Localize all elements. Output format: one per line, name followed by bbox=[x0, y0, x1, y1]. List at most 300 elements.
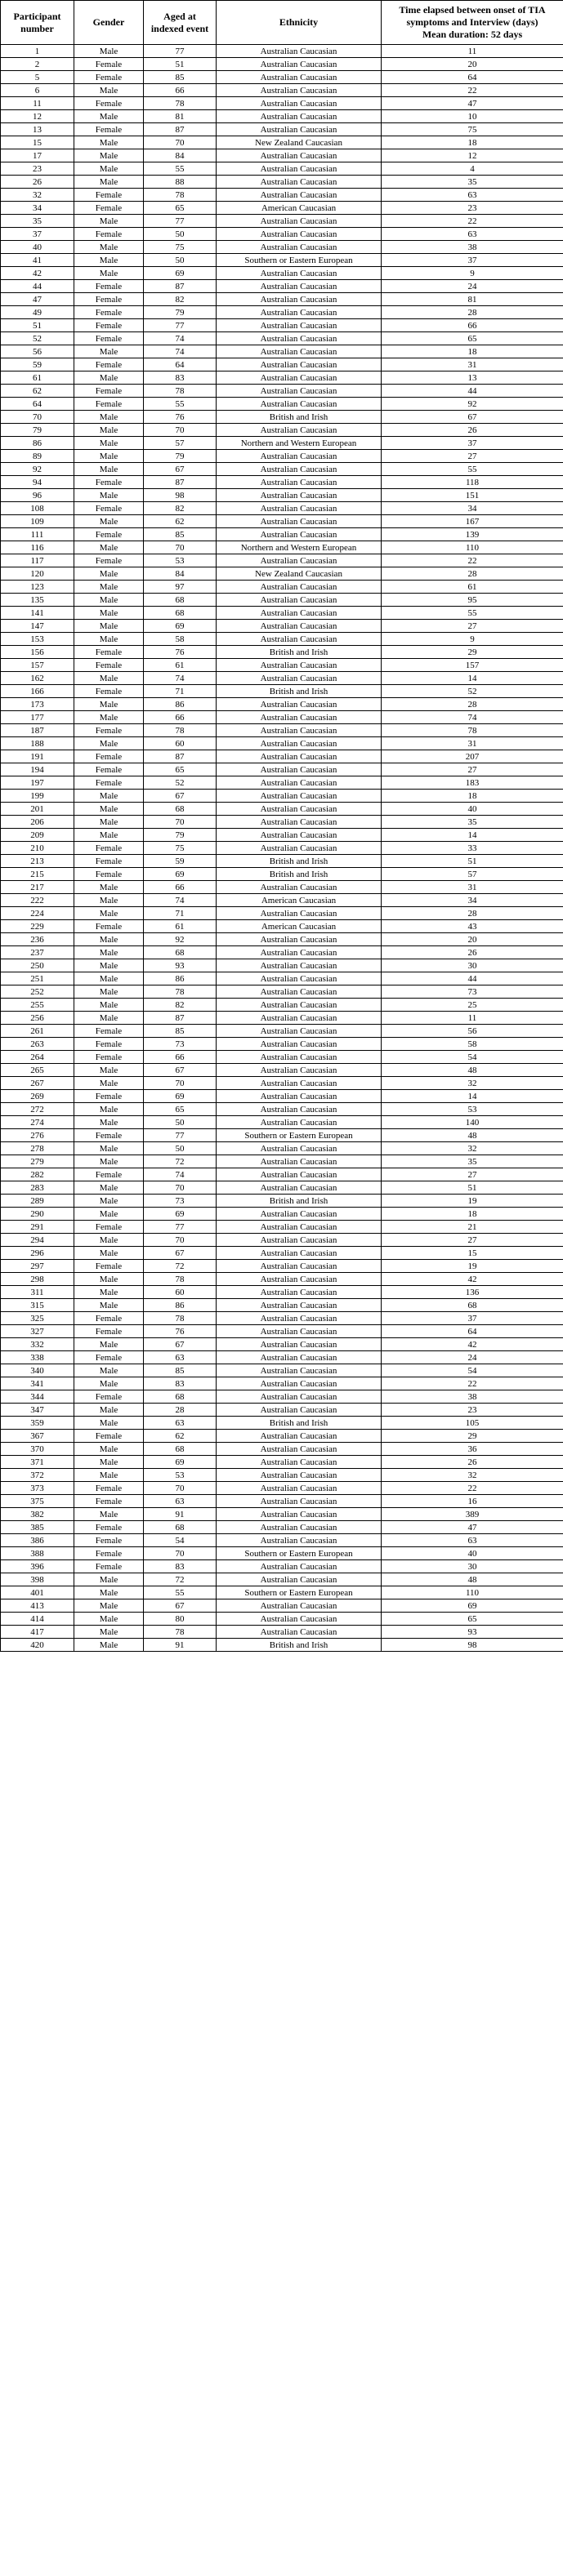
table-row bbox=[1, 215, 563, 228]
participant-number-cell: 279 bbox=[1, 1155, 74, 1168]
gender-cell: Female bbox=[74, 1090, 144, 1103]
time-elapsed-cell: 37 bbox=[382, 254, 563, 267]
ethnicity-cell: British and Irish bbox=[217, 685, 382, 698]
time-elapsed-cell: 18 bbox=[382, 790, 563, 803]
table-row bbox=[1, 149, 563, 162]
gender-cell: Male bbox=[74, 790, 144, 803]
ethnicity-cell: Australian Caucasian bbox=[217, 1155, 382, 1168]
age-cell: 86 bbox=[144, 972, 217, 985]
ethnicity-cell: Australian Caucasian bbox=[217, 345, 382, 358]
table-row bbox=[1, 1195, 563, 1208]
participant-number-cell: 23 bbox=[1, 162, 74, 176]
ethnicity-cell: Australian Caucasian bbox=[217, 1181, 382, 1195]
table-row bbox=[1, 411, 563, 424]
participant-number-cell: 117 bbox=[1, 554, 74, 567]
age-cell: 84 bbox=[144, 149, 217, 162]
participant-number-cell: 338 bbox=[1, 1351, 74, 1364]
table-row bbox=[1, 1508, 563, 1521]
gender-cell: Male bbox=[74, 463, 144, 476]
table-row bbox=[1, 750, 563, 763]
time-elapsed-cell: 22 bbox=[382, 1377, 563, 1390]
table-row bbox=[1, 816, 563, 829]
time-elapsed-cell: 23 bbox=[382, 1404, 563, 1417]
table-row bbox=[1, 894, 563, 907]
ethnicity-cell: Australian Caucasian bbox=[217, 489, 382, 502]
ethnicity-cell: Australian Caucasian bbox=[217, 1025, 382, 1038]
participant-number-cell: 291 bbox=[1, 1221, 74, 1234]
ethnicity-cell: Australian Caucasian bbox=[217, 280, 382, 293]
participant-number-cell: 315 bbox=[1, 1299, 74, 1312]
ethnicity-cell: Australian Caucasian bbox=[217, 1247, 382, 1260]
participant-number-cell: 373 bbox=[1, 1482, 74, 1495]
table-row bbox=[1, 1521, 563, 1534]
ethnicity-cell: Australian Caucasian bbox=[217, 959, 382, 972]
ethnicity-cell: Australian Caucasian bbox=[217, 45, 382, 58]
gender-cell: Male bbox=[74, 176, 144, 189]
age-cell: 50 bbox=[144, 228, 217, 241]
age-cell: 78 bbox=[144, 1626, 217, 1639]
ethnicity-cell: Australian Caucasian bbox=[217, 215, 382, 228]
table-row bbox=[1, 515, 563, 528]
age-cell: 87 bbox=[144, 123, 217, 136]
participant-number-cell: 197 bbox=[1, 776, 74, 790]
participant-number-cell: 201 bbox=[1, 803, 74, 816]
participant-number-cell: 199 bbox=[1, 790, 74, 803]
ethnicity-cell: Australian Caucasian bbox=[217, 750, 382, 763]
gender-cell: Male bbox=[74, 345, 144, 358]
table-row bbox=[1, 1351, 563, 1364]
table-row bbox=[1, 776, 563, 790]
ethnicity-cell: Australian Caucasian bbox=[217, 1599, 382, 1613]
time-elapsed-cell: 68 bbox=[382, 1299, 563, 1312]
participant-number-cell: 5 bbox=[1, 71, 74, 84]
gender-cell: Male bbox=[74, 149, 144, 162]
age-cell: 54 bbox=[144, 1534, 217, 1547]
table-row bbox=[1, 293, 563, 306]
time-elapsed-cell: 38 bbox=[382, 241, 563, 254]
participant-number-cell: 156 bbox=[1, 646, 74, 659]
ethnicity-cell: Australian Caucasian bbox=[217, 319, 382, 332]
table-row bbox=[1, 1077, 563, 1090]
time-elapsed-cell: 207 bbox=[382, 750, 563, 763]
age-cell: 74 bbox=[144, 345, 217, 358]
time-elapsed-cell: 14 bbox=[382, 672, 563, 685]
age-cell: 82 bbox=[144, 999, 217, 1012]
gender-cell: Female bbox=[74, 358, 144, 371]
ethnicity-cell: Australian Caucasian bbox=[217, 241, 382, 254]
table-row bbox=[1, 398, 563, 411]
ethnicity-cell: Australian Caucasian bbox=[217, 594, 382, 607]
participant-number-cell: 371 bbox=[1, 1456, 74, 1469]
gender-cell: Male bbox=[74, 711, 144, 724]
participant-number-cell: 210 bbox=[1, 842, 74, 855]
table-row bbox=[1, 711, 563, 724]
time-elapsed-cell: 167 bbox=[382, 515, 563, 528]
ethnicity-cell: Australian Caucasian bbox=[217, 162, 382, 176]
table-row bbox=[1, 1626, 563, 1639]
gender-cell: Male bbox=[74, 215, 144, 228]
gender-cell: Female bbox=[74, 97, 144, 110]
participant-number-cell: 61 bbox=[1, 371, 74, 385]
table-row bbox=[1, 920, 563, 933]
table-row bbox=[1, 737, 563, 750]
gender-cell: Male bbox=[74, 1573, 144, 1586]
participant-number-cell: 413 bbox=[1, 1599, 74, 1613]
gender-cell: Female bbox=[74, 554, 144, 567]
age-cell: 98 bbox=[144, 489, 217, 502]
participant-number-cell: 388 bbox=[1, 1547, 74, 1560]
gender-cell: Female bbox=[74, 398, 144, 411]
time-elapsed-cell: 61 bbox=[382, 581, 563, 594]
gender-cell: Male bbox=[74, 633, 144, 646]
gender-cell: Female bbox=[74, 855, 144, 868]
age-cell: 73 bbox=[144, 1038, 217, 1051]
gender-cell: Male bbox=[74, 933, 144, 946]
gender-cell: Male bbox=[74, 1443, 144, 1456]
ethnicity-cell: Australian Caucasian bbox=[217, 1482, 382, 1495]
time-elapsed-cell: 35 bbox=[382, 816, 563, 829]
age-cell: 68 bbox=[144, 1521, 217, 1534]
age-cell: 70 bbox=[144, 136, 217, 149]
age-cell: 74 bbox=[144, 332, 217, 345]
participant-number-cell: 111 bbox=[1, 528, 74, 541]
header-row bbox=[1, 1, 563, 45]
age-cell: 67 bbox=[144, 1064, 217, 1077]
age-cell: 78 bbox=[144, 724, 217, 737]
age-cell: 72 bbox=[144, 1573, 217, 1586]
age-cell: 68 bbox=[144, 1443, 217, 1456]
age-cell: 50 bbox=[144, 1116, 217, 1129]
participant-number-cell: 92 bbox=[1, 463, 74, 476]
participant-number-cell: 347 bbox=[1, 1404, 74, 1417]
time-elapsed-cell: 48 bbox=[382, 1129, 563, 1142]
table-row bbox=[1, 842, 563, 855]
time-elapsed-cell: 73 bbox=[382, 985, 563, 999]
age-cell: 70 bbox=[144, 1234, 217, 1247]
participant-number-cell: 64 bbox=[1, 398, 74, 411]
ethnicity-cell: Australian Caucasian bbox=[217, 84, 382, 97]
time-elapsed-cell: 78 bbox=[382, 724, 563, 737]
ethnicity-cell: Australian Caucasian bbox=[217, 267, 382, 280]
table-row bbox=[1, 1456, 563, 1469]
age-cell: 68 bbox=[144, 594, 217, 607]
time-elapsed-cell: 27 bbox=[382, 450, 563, 463]
table-row bbox=[1, 1090, 563, 1103]
participant-number-cell: 188 bbox=[1, 737, 74, 750]
time-elapsed-cell: 139 bbox=[382, 528, 563, 541]
ethnicity-cell: Southern or Eastern European bbox=[217, 1547, 382, 1560]
participant-number-cell: 52 bbox=[1, 332, 74, 345]
ethnicity-cell: Australian Caucasian bbox=[217, 358, 382, 371]
age-cell: 50 bbox=[144, 1142, 217, 1155]
participant-number-cell: 401 bbox=[1, 1586, 74, 1599]
gender-cell: Female bbox=[74, 750, 144, 763]
ethnicity-cell: Australian Caucasian bbox=[217, 907, 382, 920]
participant-number-cell: 62 bbox=[1, 385, 74, 398]
time-elapsed-cell: 48 bbox=[382, 1064, 563, 1077]
age-cell: 53 bbox=[144, 554, 217, 567]
time-elapsed-cell: 42 bbox=[382, 1338, 563, 1351]
age-cell: 63 bbox=[144, 1495, 217, 1508]
gender-cell: Male bbox=[74, 1469, 144, 1482]
gender-cell: Male bbox=[74, 972, 144, 985]
participant-number-cell: 86 bbox=[1, 437, 74, 450]
gender-cell: Male bbox=[74, 1586, 144, 1599]
age-cell: 71 bbox=[144, 685, 217, 698]
ethnicity-cell: Australian Caucasian bbox=[217, 502, 382, 515]
gender-cell: Male bbox=[74, 607, 144, 620]
ethnicity-cell: Australian Caucasian bbox=[217, 528, 382, 541]
time-elapsed-cell: 26 bbox=[382, 424, 563, 437]
gender-cell: Male bbox=[74, 241, 144, 254]
table-row bbox=[1, 1012, 563, 1025]
gender-cell: Female bbox=[74, 332, 144, 345]
time-elapsed-cell: 11 bbox=[382, 1012, 563, 1025]
table-row bbox=[1, 1181, 563, 1195]
age-cell: 83 bbox=[144, 371, 217, 385]
gender-cell: Male bbox=[74, 267, 144, 280]
table-row bbox=[1, 1234, 563, 1247]
participant-number-cell: 222 bbox=[1, 894, 74, 907]
age-cell: 78 bbox=[144, 97, 217, 110]
table-row bbox=[1, 1129, 563, 1142]
age-cell: 68 bbox=[144, 607, 217, 620]
participant-number-cell: 215 bbox=[1, 868, 74, 881]
time-elapsed-cell: 51 bbox=[382, 855, 563, 868]
participant-number-cell: 162 bbox=[1, 672, 74, 685]
age-cell: 77 bbox=[144, 215, 217, 228]
gender-cell: Male bbox=[74, 1286, 144, 1299]
ethnicity-cell: Australian Caucasian bbox=[217, 672, 382, 685]
ethnicity-cell: Australian Caucasian bbox=[217, 306, 382, 319]
table-row bbox=[1, 1573, 563, 1586]
header-gender: Gender bbox=[74, 1, 144, 45]
ethnicity-cell: Australian Caucasian bbox=[217, 463, 382, 476]
table-row bbox=[1, 803, 563, 816]
gender-cell: Male bbox=[74, 1626, 144, 1639]
age-cell: 62 bbox=[144, 515, 217, 528]
gender-cell: Female bbox=[74, 1482, 144, 1495]
time-elapsed-cell: 66 bbox=[382, 319, 563, 332]
ethnicity-cell: Australian Caucasian bbox=[217, 803, 382, 816]
ethnicity-cell: Australian Caucasian bbox=[217, 972, 382, 985]
participant-number-cell: 11 bbox=[1, 97, 74, 110]
gender-cell: Male bbox=[74, 620, 144, 633]
ethnicity-cell: Australian Caucasian bbox=[217, 228, 382, 241]
table-row bbox=[1, 1390, 563, 1404]
gender-cell: Male bbox=[74, 1142, 144, 1155]
participant-number-cell: 120 bbox=[1, 567, 74, 581]
age-cell: 76 bbox=[144, 1325, 217, 1338]
table-row bbox=[1, 1116, 563, 1129]
age-cell: 65 bbox=[144, 202, 217, 215]
age-cell: 82 bbox=[144, 293, 217, 306]
participant-number-cell: 12 bbox=[1, 110, 74, 123]
ethnicity-cell: Australian Caucasian bbox=[217, 1508, 382, 1521]
time-elapsed-cell: 55 bbox=[382, 607, 563, 620]
ethnicity-cell: Australian Caucasian bbox=[217, 1521, 382, 1534]
time-elapsed-cell: 32 bbox=[382, 1469, 563, 1482]
participant-number-cell: 89 bbox=[1, 450, 74, 463]
participant-number-cell: 141 bbox=[1, 607, 74, 620]
age-cell: 74 bbox=[144, 1168, 217, 1181]
table-row bbox=[1, 1495, 563, 1508]
header-participant-number: Participant number bbox=[1, 1, 74, 45]
age-cell: 53 bbox=[144, 1469, 217, 1482]
table-row bbox=[1, 1639, 563, 1652]
participant-number-cell: 217 bbox=[1, 881, 74, 894]
age-cell: 55 bbox=[144, 398, 217, 411]
time-elapsed-cell: 29 bbox=[382, 1430, 563, 1443]
age-cell: 69 bbox=[144, 1090, 217, 1103]
participant-number-cell: 278 bbox=[1, 1142, 74, 1155]
participant-number-cell: 325 bbox=[1, 1312, 74, 1325]
time-elapsed-cell: 28 bbox=[382, 907, 563, 920]
time-elapsed-cell: 18 bbox=[382, 345, 563, 358]
table-row bbox=[1, 371, 563, 385]
participant-number-cell: 94 bbox=[1, 476, 74, 489]
participant-number-cell: 229 bbox=[1, 920, 74, 933]
ethnicity-cell: Southern or Eastern European bbox=[217, 1129, 382, 1142]
age-cell: 55 bbox=[144, 162, 217, 176]
gender-cell: Female bbox=[74, 763, 144, 776]
gender-cell: Female bbox=[74, 1221, 144, 1234]
table-row bbox=[1, 45, 563, 58]
ethnicity-cell: British and Irish bbox=[217, 646, 382, 659]
ethnicity-cell: Northern and Western European bbox=[217, 541, 382, 554]
ethnicity-cell: Australian Caucasian bbox=[217, 554, 382, 567]
gender-cell: Female bbox=[74, 528, 144, 541]
time-elapsed-cell: 54 bbox=[382, 1051, 563, 1064]
table-row bbox=[1, 607, 563, 620]
gender-cell: Male bbox=[74, 45, 144, 58]
age-cell: 79 bbox=[144, 829, 217, 842]
table-row bbox=[1, 528, 563, 541]
age-cell: 85 bbox=[144, 1364, 217, 1377]
table-row bbox=[1, 1312, 563, 1325]
table-row bbox=[1, 1142, 563, 1155]
participant-number-cell: 13 bbox=[1, 123, 74, 136]
age-cell: 78 bbox=[144, 189, 217, 202]
participant-number-cell: 385 bbox=[1, 1521, 74, 1534]
time-elapsed-cell: 93 bbox=[382, 1626, 563, 1639]
ethnicity-cell: Australian Caucasian bbox=[217, 1560, 382, 1573]
age-cell: 84 bbox=[144, 567, 217, 581]
ethnicity-cell: Australian Caucasian bbox=[217, 985, 382, 999]
table-row bbox=[1, 1221, 563, 1234]
age-cell: 67 bbox=[144, 1247, 217, 1260]
age-cell: 80 bbox=[144, 1613, 217, 1626]
time-elapsed-cell: 24 bbox=[382, 1351, 563, 1364]
time-elapsed-cell: 35 bbox=[382, 176, 563, 189]
age-cell: 93 bbox=[144, 959, 217, 972]
table-row bbox=[1, 1273, 563, 1286]
ethnicity-cell: Southern or Eastern European bbox=[217, 1586, 382, 1599]
time-elapsed-cell: 47 bbox=[382, 97, 563, 110]
ethnicity-cell: Australian Caucasian bbox=[217, 515, 382, 528]
table-row bbox=[1, 228, 563, 241]
gender-cell: Female bbox=[74, 646, 144, 659]
table-row bbox=[1, 1025, 563, 1038]
gender-cell: Male bbox=[74, 1456, 144, 1469]
time-elapsed-cell: 28 bbox=[382, 698, 563, 711]
ethnicity-cell: Australian Caucasian bbox=[217, 1051, 382, 1064]
table-row bbox=[1, 1364, 563, 1377]
gender-cell: Female bbox=[74, 1521, 144, 1534]
age-cell: 70 bbox=[144, 1077, 217, 1090]
table-row bbox=[1, 907, 563, 920]
gender-cell: Male bbox=[74, 829, 144, 842]
ethnicity-cell: Australian Caucasian bbox=[217, 371, 382, 385]
time-elapsed-cell: 31 bbox=[382, 881, 563, 894]
table-row bbox=[1, 1208, 563, 1221]
time-elapsed-cell: 157 bbox=[382, 659, 563, 672]
ethnicity-cell: Australian Caucasian bbox=[217, 97, 382, 110]
participant-number-cell: 153 bbox=[1, 633, 74, 646]
gender-cell: Male bbox=[74, 1064, 144, 1077]
ethnicity-cell: Australian Caucasian bbox=[217, 1469, 382, 1482]
ethnicity-cell: Australian Caucasian bbox=[217, 1613, 382, 1626]
participant-number-cell: 264 bbox=[1, 1051, 74, 1064]
table-row bbox=[1, 1534, 563, 1547]
age-cell: 78 bbox=[144, 385, 217, 398]
age-cell: 78 bbox=[144, 1312, 217, 1325]
table-row bbox=[1, 554, 563, 567]
participant-number-cell: 166 bbox=[1, 685, 74, 698]
participant-number-cell: 372 bbox=[1, 1469, 74, 1482]
ethnicity-cell: Australian Caucasian bbox=[217, 1234, 382, 1247]
participant-number-cell: 123 bbox=[1, 581, 74, 594]
age-cell: 72 bbox=[144, 1260, 217, 1273]
participant-number-cell: 289 bbox=[1, 1195, 74, 1208]
participant-number-cell: 1 bbox=[1, 45, 74, 58]
gender-cell: Male bbox=[74, 1613, 144, 1626]
time-elapsed-cell: 23 bbox=[382, 202, 563, 215]
participant-number-cell: 359 bbox=[1, 1417, 74, 1430]
ethnicity-cell: Australian Caucasian bbox=[217, 946, 382, 959]
table-row bbox=[1, 1103, 563, 1116]
table-row bbox=[1, 594, 563, 607]
time-elapsed-cell: 140 bbox=[382, 1116, 563, 1129]
gender-cell: Female bbox=[74, 1038, 144, 1051]
gender-cell: Female bbox=[74, 1351, 144, 1364]
participant-number-cell: 294 bbox=[1, 1234, 74, 1247]
ethnicity-cell: Australian Caucasian bbox=[217, 1626, 382, 1639]
ethnicity-cell: Australian Caucasian bbox=[217, 1273, 382, 1286]
time-elapsed-cell: 11 bbox=[382, 45, 563, 58]
participant-number-cell: 6 bbox=[1, 84, 74, 97]
gender-cell: Male bbox=[74, 894, 144, 907]
participant-number-cell: 370 bbox=[1, 1443, 74, 1456]
table-row bbox=[1, 659, 563, 672]
ethnicity-cell: Australian Caucasian bbox=[217, 1390, 382, 1404]
age-cell: 66 bbox=[144, 881, 217, 894]
participant-number-cell: 267 bbox=[1, 1077, 74, 1090]
gender-cell: Male bbox=[74, 84, 144, 97]
age-cell: 78 bbox=[144, 1273, 217, 1286]
table-row bbox=[1, 162, 563, 176]
participant-number-cell: 191 bbox=[1, 750, 74, 763]
age-cell: 64 bbox=[144, 358, 217, 371]
ethnicity-cell: Australian Caucasian bbox=[217, 698, 382, 711]
gender-cell: Male bbox=[74, 698, 144, 711]
ethnicity-cell: British and Irish bbox=[217, 855, 382, 868]
age-cell: 76 bbox=[144, 646, 217, 659]
participant-number-cell: 263 bbox=[1, 1038, 74, 1051]
time-elapsed-cell: 4 bbox=[382, 162, 563, 176]
table-row bbox=[1, 672, 563, 685]
ethnicity-cell: Australian Caucasian bbox=[217, 1090, 382, 1103]
